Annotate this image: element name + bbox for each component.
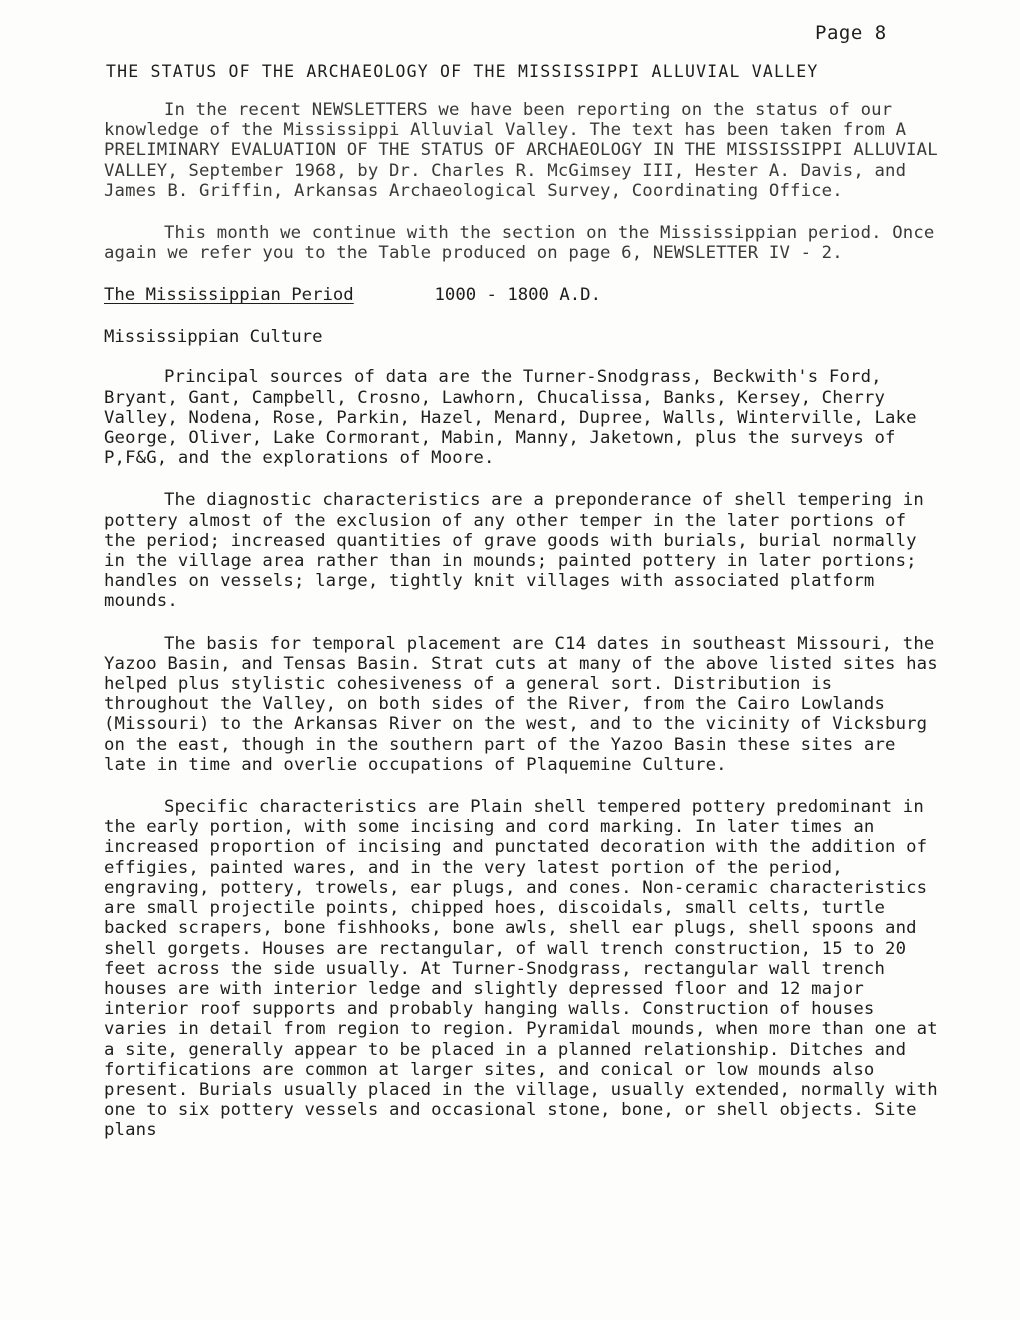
page-number: Page 8 [815, 22, 887, 44]
section-heading-title: The Mississippian Period [104, 285, 354, 306]
characteristics-paragraph: Specific characteristics are Plain shell tempered pottery predominant in the early portion, with some incising and cord marking. In later times an increased proportion of incising and punctated decoration with the addition of effigies, painted wares, and in the very latest portion of the period, engraving, pottery, trowels, ear plugs, and cones. Non-ceramic characteristics are small projectile points, chipped hoes, discoidals, small celts, turtle backed scrapers, bone fishhooks, bone awls, shell ear plugs, shell spoons and shell gorgets. Houses are rectangular, of wall trench construction, 15 to 20 feet across the side usually. At Turner-Snodgrass, rectangular wall trench houses are with interior ledge and slightly depressed floor and 12 major interior roof supports and probably hanging walls. Construction of houses varies in detail from region to region. Pyramidal mounds, when more than one at a site, generally appear to be placed in a planned relationship. Ditches and fortifications are common at larger sites, and conical or low mounds also present. Burials usually placed in the village, usually extended, normally with one to six pottery vessels and occasional stone, bone, or shell objects. Site plans [104, 797, 938, 1141]
sources-paragraph: Principal sources of data are the Turner-Snodgrass, Beckwith's Ford, Bryant, Gant, Campbell, Crosno, Lawhorn, Chucalissa, Banks, Kersey, Cherry Valley, Nodena, Rose, Parkin, Hazel, Menard, Dupree, Walls, Winterville, Lake George, Oliver, Lake Cormorant, Mabin, Manny, Jaketown, plus the surveys of P,F&G, and the explorations of Moore. [104, 367, 917, 469]
section-heading [104, 285, 944, 305]
intro-paragraph: In the recent NEWSLETTERS we have been reporting on the status of our knowledge of the Mississippi Alluvial Valley. The text has been taken from A PRELIMINARY EVALUATION OF THE STATUS OF ARCHAEOLOGY IN THE MISSISSIPPI ALLUVIAL VALLEY, September 1968, by Dr. Charles R. McGimsey III, Hester A. Davis, and James B. Griffin, Arkansas Archaeological Survey, Coordinating Office. [104, 100, 938, 201]
temporal-paragraph: The basis for temporal placement are C14 dates in southeast Missouri, the Yazoo Basin, and Tensas Basin. Strat cuts at many of the above listed sites has helped plus stylistic cohesiveness of a general sort. Distribution is throughout the Valley, on both sides of the River, from the Cairo Lowlands (Missouri) to the Arkansas River on the west, and to the vicinity of Vicksburg on the east, though in the southern part of the Yazoo Basin these sites are late in time and overlie occupations of Plaquemine Culture. [104, 633, 938, 775]
document-body [104, 100, 944, 1163]
section-subheading: Mississippian Culture [104, 327, 323, 348]
section-heading-dates: 1000 - 1800 A.D. [434, 285, 601, 306]
page-title: THE STATUS OF THE ARCHAEOLOGY OF THE MISSISSIPPI ALLUVIAL VALLEY [106, 62, 819, 81]
continuation-paragraph: This month we continue with the section on the Mississippian period. Once again we refer you to the Table produced on page 6, NEWSLETTER IV - 2. [104, 223, 935, 264]
diagnostic-paragraph: The diagnostic characteristics are a preponderance of shell tempering in pottery almost of the exclusion of any other temper in the later portions of the period; increased quantities of grave goods with burials, burial normally in the village area rather than in mounds; painted pottery in later portions; handles on vessels; large, tightly knit villages with associated platform mounds. [104, 490, 924, 612]
